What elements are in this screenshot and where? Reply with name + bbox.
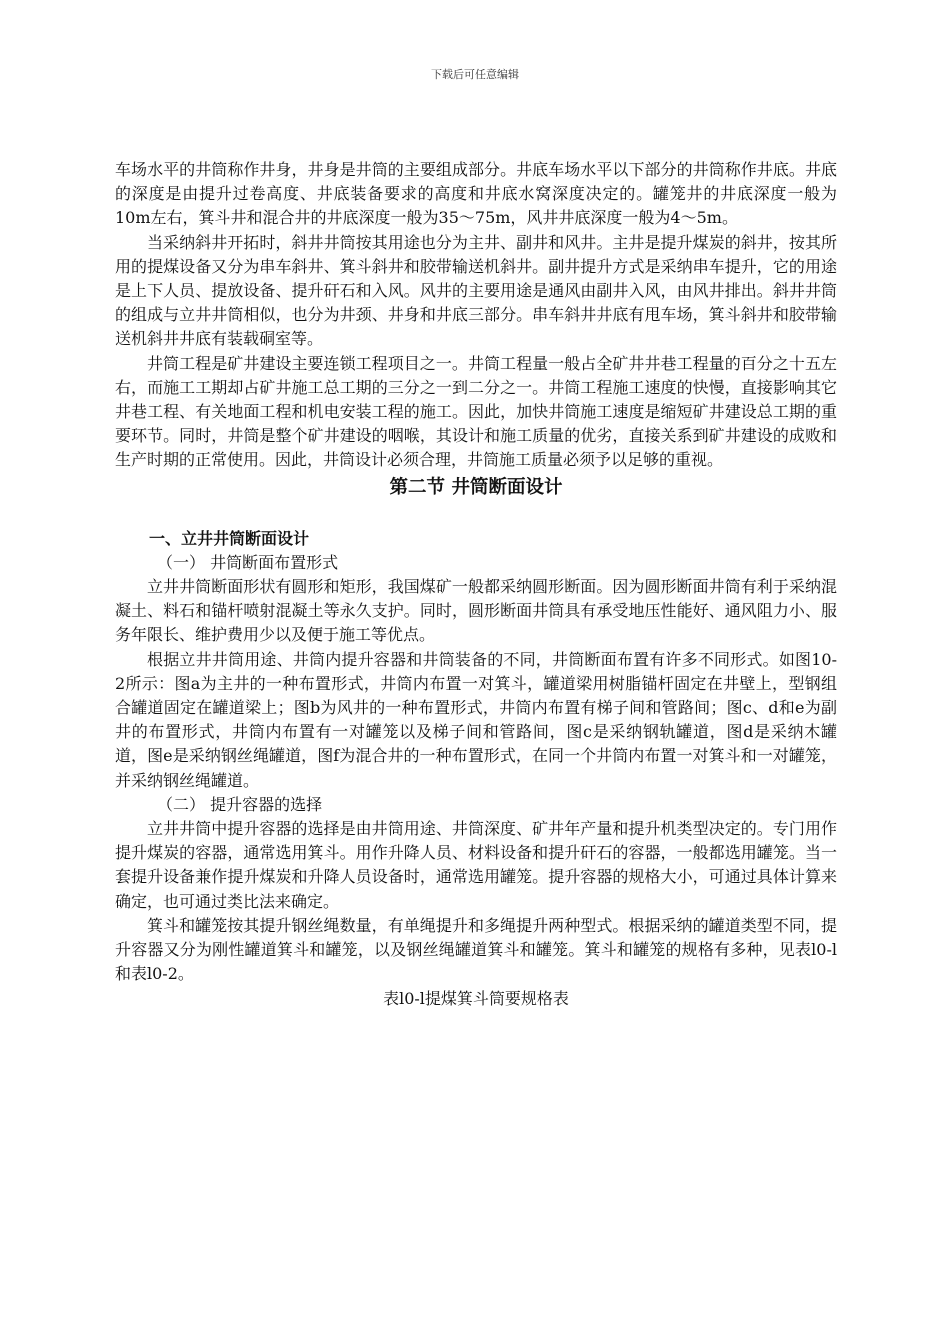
subheading-layout-form: （一） 井筒断面布置形式 [157, 552, 339, 572]
paragraph-inclined-shaft: 当采纳斜井开拓时，斜井井筒按其用途也分为主井、副井和风井。主井是提升煤炭的斜井，按其所用的提煤设备又分为串车斜井、箕斗斜井和胶带输送机斜井。副井提升方式是采纳串车提升，它的用途是上下人员、提放设备、提升矸石和入风。风井的主要用途是通风由副井入风，由风井排出。斜井井筒的组成与立井井筒相似，也分为井颈、井身和井底三部分。串车斜井井底有甩车场，箕斗斜井和胶带输送机斜井井底有装载硐室等。 [115, 232, 837, 349]
table-caption: 表l0-l提煤箕斗筒要规格表 [383, 988, 569, 1008]
paragraph-shaft-bottom: 车场水平的井筒称作井身，井身是井筒的主要组成部分。井底车场水平以下部分的井筒称作井底。井底的深度是由提升过卷高度、井底装备要求的高度和井底水窝深度决定的。罐笼井的井底深度一般为10m左右，箕斗井和混合井的井底深度一般为35～75m，风井井底深度一般为4～5m。 [115, 160, 837, 228]
paragraph-skip-cage-types: 箕斗和罐笼按其提升钢丝绳数量，有单绳提升和多绳提升两种型式。根据采纳的罐道类型不同，提升容器又分为刚性罐道箕斗和罐笼，以及钢丝绳罐道箕斗和罐笼。箕斗和罐笼的规格有多种，见表l0-l和表l0-2。 [115, 915, 837, 984]
paragraph-section-shape: 立井井筒断面形状有圆形和矩形，我国煤矿一般都采纳圆形断面。因为圆形断面井筒有利于采纳混凝土、料石和锚杆喷射混凝土等永久支护。同时，圆形断面井筒具有承受地压性能好、通风阻力小、服务年限长、维护费用少以及便于施工等优点。 [115, 577, 837, 645]
paragraph-layout-forms: 根据立井井筒用途、井筒内提升容器和井筒装备的不同，井筒断面布置有许多不同形式。如图10-2所示：图a为主井的一种布置形式，井筒内布置一对箕斗，罐道梁用树脂锚杆固定在井壁上，型钢组合罐道固定在罐道梁上；图b为风井的一种布置形式，井筒内布置有梯子间和管路间；图c、d和e为副井的布置形式，井筒内布置有一对罐笼以及梯子间和管路间，图c是采纳钢轨罐道，图d是采纳木罐道，图e是采纳钢丝绳罐道，图f为混合井的一种布置形式，在同一个井筒内布置一对箕斗和一对罐笼，并采纳钢丝绳罐道。 [115, 649, 837, 790]
section-title: 第二节 井筒断面设计 [389, 476, 563, 498]
paragraph-shaft-engineering: 井筒工程是矿井建设主要连锁工程项目之一。井筒工程量一般占全矿井井巷工程量的百分之十五左右，而施工工期却占矿井施工总工期的三分之一到二分之一。井筒工程施工速度的快慢，直接影响其它井巷工程、有关地面工程和机电安装工程的施工。因此，加快井筒施工速度是缩短矿井建设总工期的重要环节。同时，井筒是整个矿井建设的咽喉，其设计和施工质量的优劣，直接关系到矿井建设的成败和生产时期的正常使用。因此，井筒设计必须合理，井筒施工质量必须予以足够的重视。 [115, 353, 837, 470]
document-body [115, 158, 837, 1011]
subheading-container-selection: （二） 提升容器的选择 [157, 794, 323, 814]
paragraph-container-selection: 立井井筒中提升容器的选择是由井筒用途、井筒深度、矿井年产量和提升机类型决定的。专门用作提升煤炭的容器，通常选用箕斗。用作升降人员、材料设备和提升矸石的容器，一般都选用罐笼。当一套提升设备兼作提升煤炭和升降人员设备时，通常选用罐笼。提升容器的规格大小，可通过具体计算来确定，也可通过类比法来确定。 [115, 819, 837, 911]
page-header: 下载后可任意编辑 [431, 68, 519, 81]
heading-vertical-shaft: 一、立井井筒断面设计 [149, 528, 310, 548]
